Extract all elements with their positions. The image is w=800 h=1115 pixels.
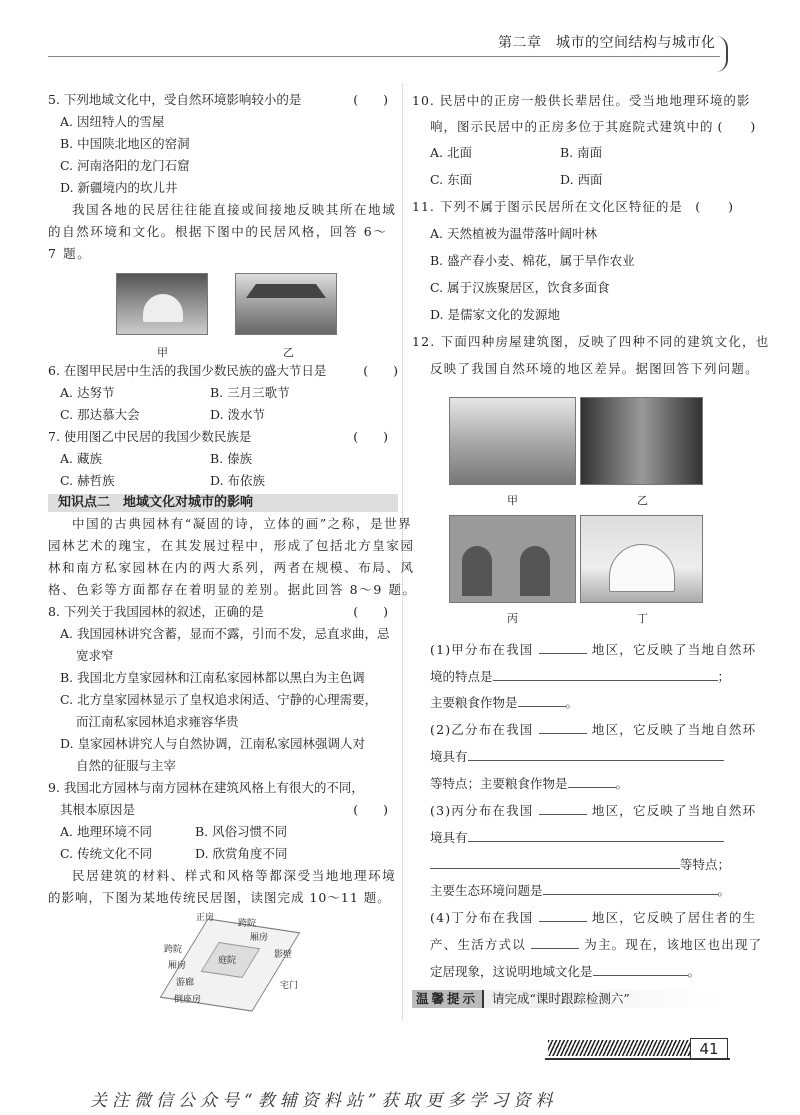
passage-line: 的自然环境和文化。根据下图中的民居风格，回答 6～ xyxy=(48,224,388,239)
figure-caption: 乙 xyxy=(283,346,294,359)
diagram-label: 厢房 xyxy=(168,961,187,971)
q9-option: D. 欣赏角度不同 xyxy=(195,846,288,861)
q6-option: C. 那达慕大会 xyxy=(60,407,140,422)
sub-question-text: 定居现象，这说明地域文化是 xyxy=(430,964,593,979)
q11-option: C. 属于汉族聚居区，饮食多面食 xyxy=(430,280,610,295)
figure-caption: 丁 xyxy=(637,612,648,625)
answer-blank[interactable] xyxy=(493,668,718,681)
sub-question-text: (1)甲分布在我国 xyxy=(430,642,534,657)
passage-line: 我国各地的民居往往能直接或间接地反映其所在地域 xyxy=(72,202,397,217)
sub-question-text: 产、生活方式以 xyxy=(430,937,526,952)
diagram-label: 庭院 xyxy=(218,956,237,966)
sub-question-text: 。 xyxy=(717,883,731,898)
q7-option: B. 傣族 xyxy=(210,451,253,466)
answer-blank[interactable] xyxy=(468,748,724,761)
q9-option: B. 风俗习惯不同 xyxy=(195,824,288,839)
q6-stem: 6. 在图甲民居中生活的我国少数民族的盛大节日是 xyxy=(48,363,327,378)
header-rule xyxy=(48,56,720,57)
q8-option: D. 皇家园林讲究人与自然协调，江南私家园林强调人对 xyxy=(60,736,366,751)
sub-question-text: 。 xyxy=(615,776,629,791)
sub-question-text: 地区，它反映了当地自然环 xyxy=(591,642,757,657)
figure-caption: 甲 xyxy=(507,494,518,507)
sub-question-text: 主要生态环境问题是 xyxy=(430,883,543,898)
q7-option: A. 藏族 xyxy=(60,451,102,466)
sub-question-text: 。 xyxy=(565,695,579,710)
answer-paren: ( ) xyxy=(695,199,734,214)
sub-question-text: 等特点； xyxy=(680,857,731,872)
sub-question-text: ； xyxy=(717,669,731,684)
sub-question-text: 为主。现在，该地区也出现了 xyxy=(584,937,763,952)
q8-option: B. 我国北方皇家园林和江南私家园林都以黑白为主色调 xyxy=(60,670,365,685)
q9-option: A. 地理环境不同 xyxy=(60,824,152,839)
reminder-label: 温馨提示 xyxy=(412,990,484,1008)
section-heading: 知识点二 地域文化对城市的影响 xyxy=(48,494,398,512)
q8-option: C. 北方皇家园林显示了皇权追求闲适、宁静的心理需要， xyxy=(60,692,378,707)
answer-paren: ( ) xyxy=(353,604,388,619)
sub-question-text: (2)乙分布在我国 xyxy=(430,722,534,737)
passage-line: 林和南方私家园林在内的两大系列，两者在规模、布局、风 xyxy=(48,560,415,575)
q10-option: C. 东面 xyxy=(430,172,473,187)
q11-option: D. 是儒家文化的发源地 xyxy=(430,307,561,322)
photo-water-town-jia xyxy=(449,397,576,485)
figure-caption: 甲 xyxy=(157,346,168,359)
q5-option: C. 河南洛阳的龙门石窟 xyxy=(60,158,190,173)
q8-stem: 8. 下列关于我国园林的叙述，正确的是 xyxy=(48,604,264,619)
q12-stem: 反映了我国自然环境的地区差异。据图回答下列问题。 xyxy=(430,361,759,376)
photo-stilt-house-yi xyxy=(235,273,337,335)
q5-option: B. 中国陕北地区的窑洞 xyxy=(60,136,190,151)
q9-option: C. 传统文化不同 xyxy=(60,846,153,861)
diagram-label: 宅门 xyxy=(280,981,299,991)
footer-watermark-text: 关注微信公众号“教辅资料站”获取更多学习资料 xyxy=(90,1091,558,1111)
q8-option: 宽求窄 xyxy=(76,648,114,663)
passage-line: 园林艺术的瑰宝，在其发展过程中，形成了包括北方皇家园 xyxy=(48,538,415,553)
q11-stem: 11. 下列不属于图示民居所在文化区特征的是 xyxy=(412,199,683,214)
q6-option: B. 三月三歌节 xyxy=(210,385,290,400)
diagram-label: 正房 xyxy=(196,913,215,923)
answer-blank[interactable] xyxy=(430,856,680,869)
q7-option: C. 赫哲族 xyxy=(60,473,115,488)
q9-stem: 其根本原因是 xyxy=(60,802,136,817)
answer-paren: ( ) xyxy=(353,802,388,817)
answer-blank[interactable] xyxy=(518,694,566,707)
diagram-label: 影壁 xyxy=(274,950,293,960)
chapter-header: 第二章 城市的空间结构与城市化 xyxy=(498,35,716,51)
sub-question-text: 地区，它反映了当地自然环 xyxy=(591,803,757,818)
q12-stem: 12. 下面四种房屋建筑图，反映了四种不同的建筑文化，也 xyxy=(412,334,770,349)
answer-blank[interactable] xyxy=(539,641,587,654)
q8-option: 而江南私家园林追求雍容华贵 xyxy=(76,714,239,729)
page-number: 41 xyxy=(690,1038,728,1058)
answer-blank[interactable] xyxy=(543,882,718,895)
passage-line: 民居建筑的材料、样式和风格等都深受当地地理环境 xyxy=(72,868,397,883)
diagram-label: 跨院 xyxy=(164,945,183,955)
answer-paren: ( ) xyxy=(353,429,388,444)
answer-blank[interactable] xyxy=(531,936,579,949)
q8-option: 自然的征服与主宰 xyxy=(76,758,177,773)
q11-option: A. 天然植被为温带落叶阔叶林 xyxy=(430,226,597,241)
figure-caption: 丙 xyxy=(507,612,518,625)
diagram-label: 倒座房 xyxy=(174,995,202,1005)
figure-caption: 乙 xyxy=(637,494,648,507)
reminder-box xyxy=(412,990,722,1008)
answer-paren: ( ) xyxy=(353,92,388,107)
sub-question-text: (4)丁分布在我国 xyxy=(430,910,534,925)
q8-option: A. 我国园林讲究含蓄，显而不露，引而不发，忌直求曲，忌 xyxy=(60,626,390,641)
sub-question-text: 境的特点是 xyxy=(430,669,493,684)
sub-question-text: 。 xyxy=(687,964,701,979)
header-bracket-decoration xyxy=(716,36,728,72)
q6-option: D. 泼水节 xyxy=(210,407,266,422)
diagram-label: 游廊 xyxy=(176,978,195,988)
photo-yurt-ding xyxy=(580,515,703,603)
passage-line: 7 题。 xyxy=(48,246,92,261)
reminder-text: 请完成“课时跟踪检测六” xyxy=(492,991,630,1006)
q7-option: D. 布依族 xyxy=(210,473,266,488)
page-number-hatch-decoration xyxy=(548,1040,690,1056)
answer-blank[interactable] xyxy=(593,963,688,976)
sub-question-text: 地区，它反映了居住者的生 xyxy=(591,910,757,925)
photo-cave-dwelling-bing xyxy=(449,515,576,603)
q5-option: D. 新疆境内的坎儿井 xyxy=(60,180,178,195)
q10-option: A. 北面 xyxy=(430,145,472,160)
q10-option: D. 西面 xyxy=(560,172,603,187)
q10-stem: 10. 民居中的正房一般供长辈居住。受当地地理环境的影 xyxy=(412,93,751,108)
q11-option: B. 盛产春小麦、棉花，属于旱作农业 xyxy=(430,253,635,268)
answer-blank[interactable] xyxy=(539,802,587,815)
q10-option: B. 南面 xyxy=(560,145,603,160)
courtyard-house-diagram xyxy=(150,905,310,1025)
sub-question-text: (3)丙分布在我国 xyxy=(430,803,534,818)
q7-stem: 7. 使用图乙中民居的我国少数民族是 xyxy=(48,429,252,444)
page-number-underline xyxy=(545,1058,730,1060)
sub-question-text: 境具有 xyxy=(430,749,468,764)
sub-question-text: 等特点；主要粮食作物是 xyxy=(430,776,568,791)
passage-line: 的影响，下图为某地传统民居图，读图完成 10～11 题。 xyxy=(48,890,391,905)
q5-stem: 5. 下列地域文化中，受自然环境影响较小的是 xyxy=(48,92,302,107)
answer-paren: ( ) xyxy=(717,119,757,134)
sub-question-text: 主要粮食作物是 xyxy=(430,695,518,710)
diagram-label: 跨院 xyxy=(238,919,257,929)
answer-blank[interactable] xyxy=(468,829,724,842)
q5-option: A. 因纽特人的雪屋 xyxy=(60,114,165,129)
diagram-label: 厢房 xyxy=(250,933,269,943)
answer-blank[interactable] xyxy=(539,721,587,734)
answer-paren: ( ) xyxy=(363,363,398,378)
answer-blank[interactable] xyxy=(539,909,587,922)
q9-stem: 9. 我国北方园林与南方园林在建筑风格上有很大的不同， xyxy=(48,780,364,795)
q6-option: A. 达努节 xyxy=(60,385,115,400)
photo-street-yi xyxy=(580,397,703,485)
answer-blank[interactable] xyxy=(568,775,616,788)
passage-line: 格、色彩等方面都存在着明显的差别。据此回答 8～9 题。 xyxy=(48,582,417,597)
q10-stem: 响，图示民居中的正房多位于其庭院式建筑中的 xyxy=(430,119,714,134)
sub-question-text: 地区，它反映了当地自然环 xyxy=(591,722,757,737)
passage-line: 中国的古典园林有“凝固的诗，立体的画”之称，是世界 xyxy=(72,516,413,531)
photo-yurt-jia xyxy=(116,273,208,335)
sub-question-text: 境具有 xyxy=(430,830,468,845)
